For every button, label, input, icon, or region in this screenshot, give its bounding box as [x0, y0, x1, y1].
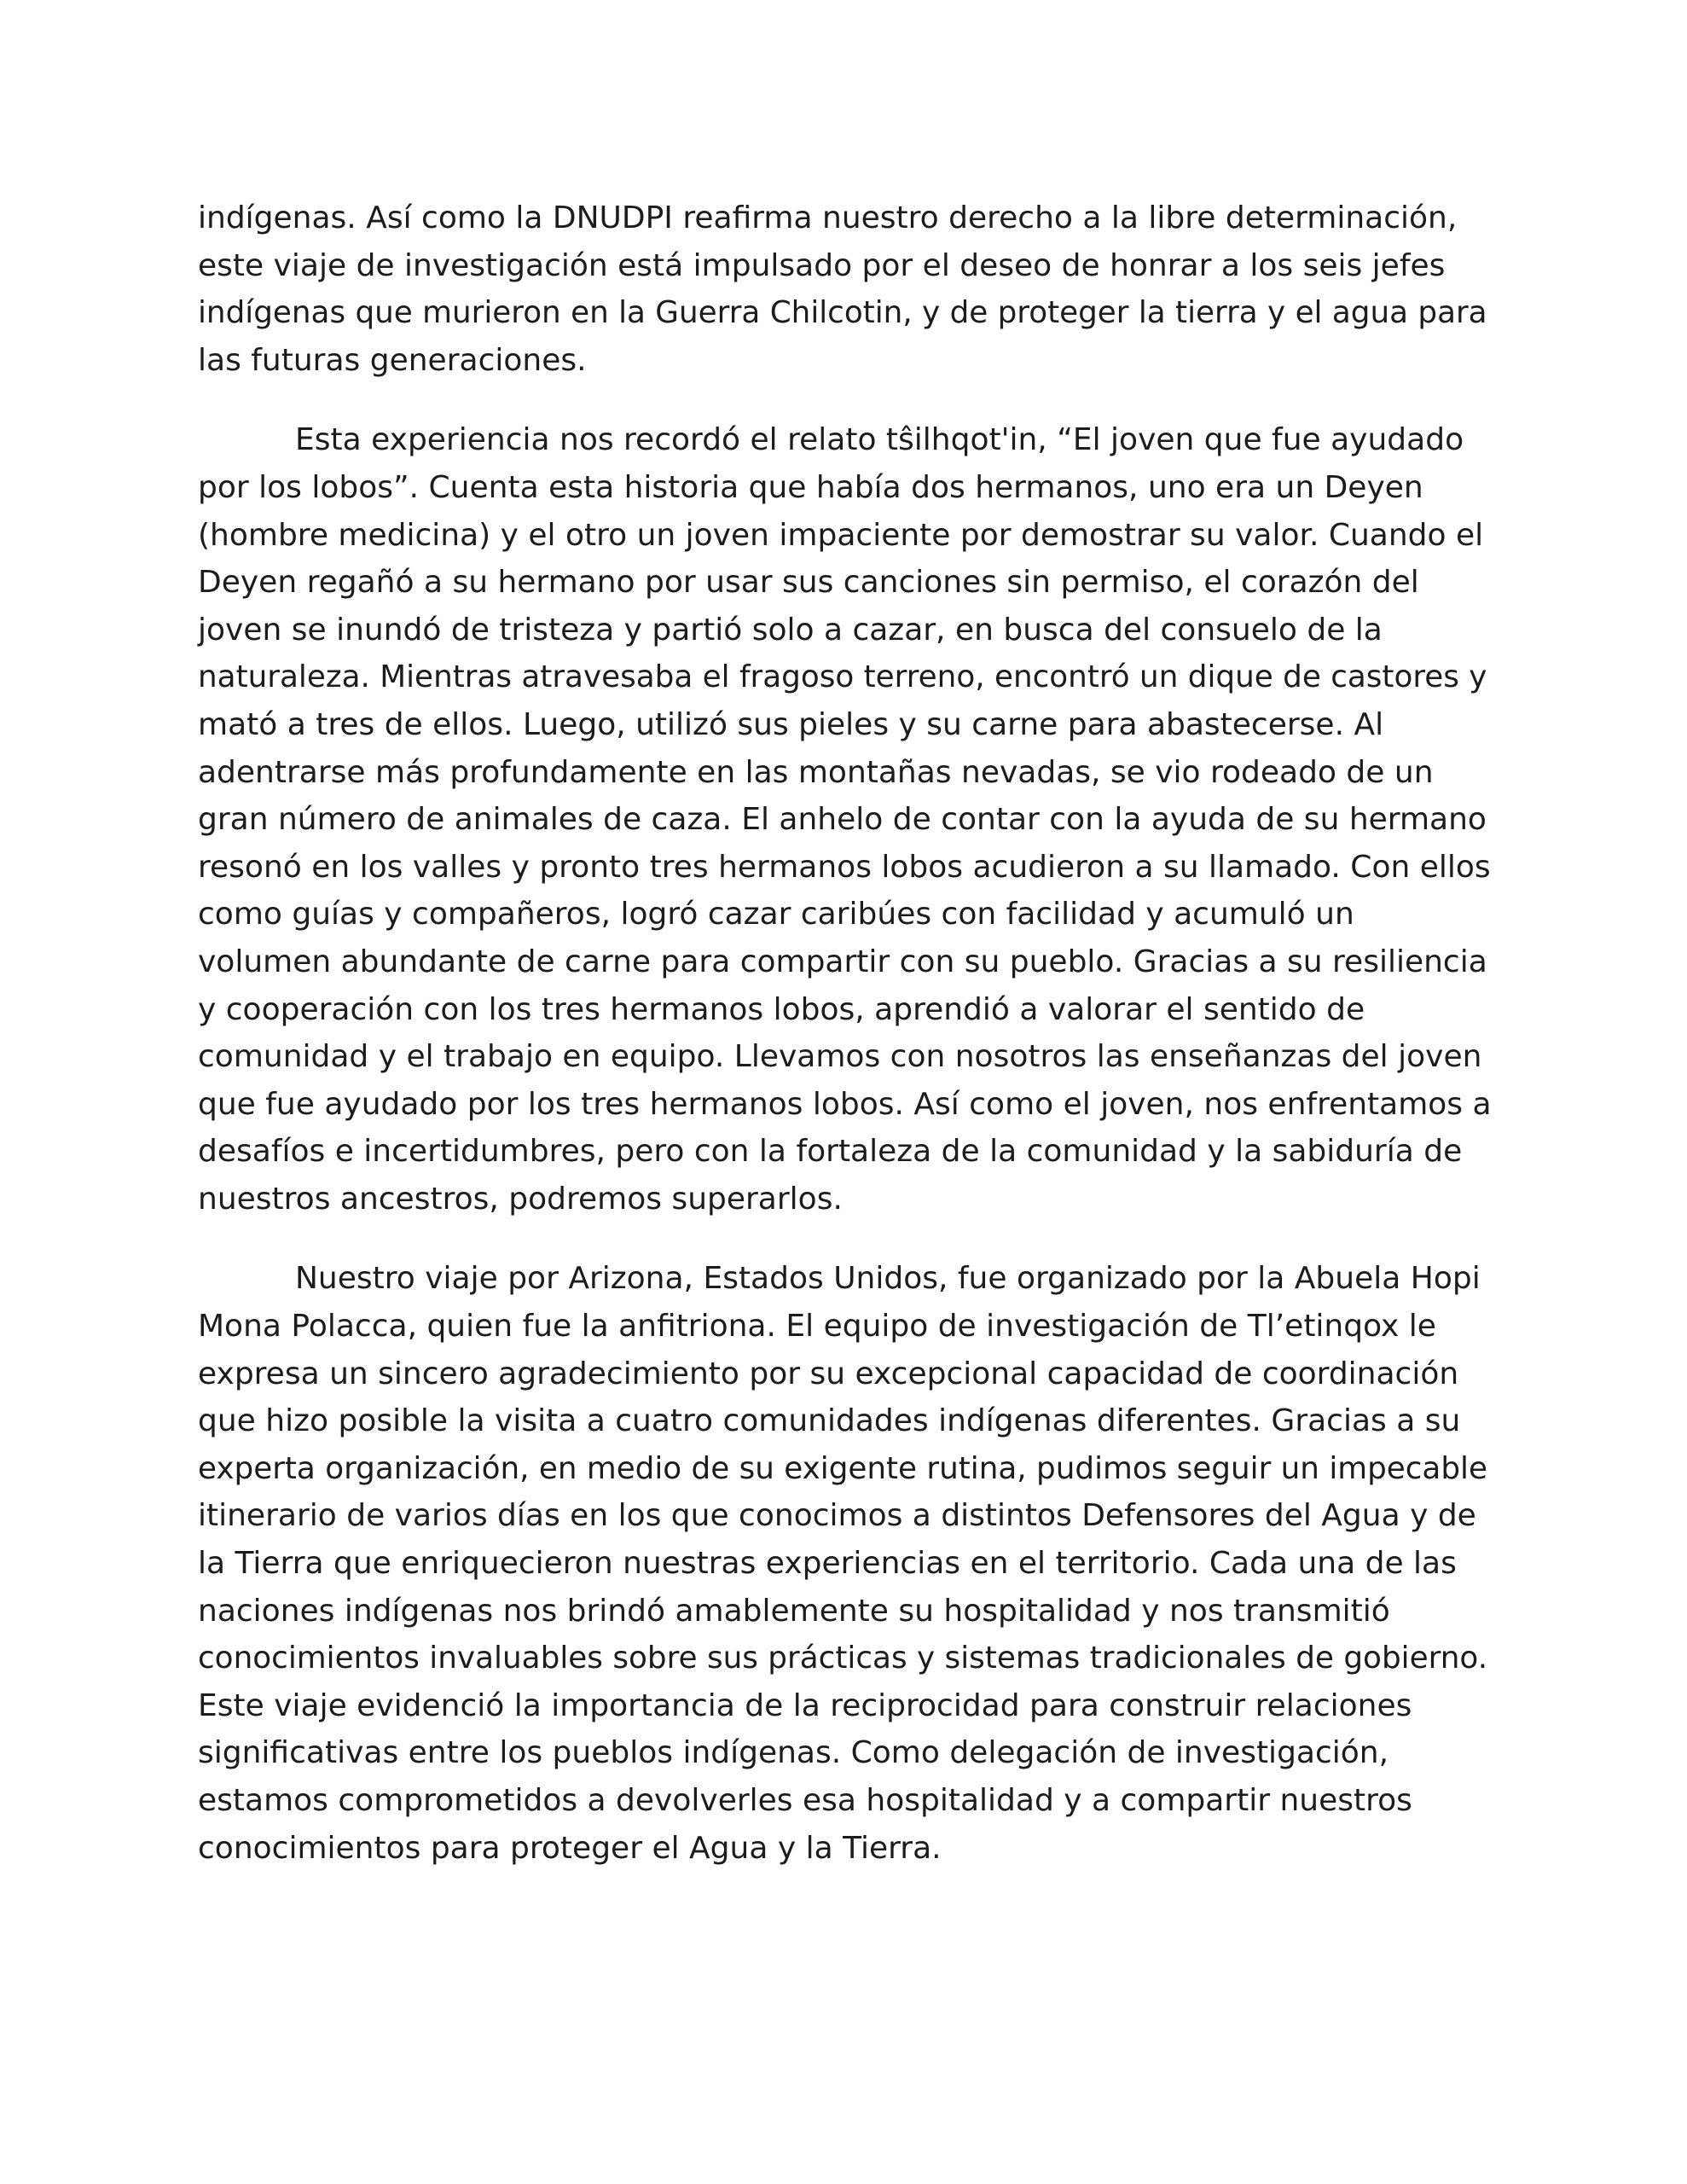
- text-line: naciones indígenas nos brindó amablemente su hospitalidad y nos transmitió: [198, 1593, 1390, 1629]
- text-line: significativas entre los pueblos indígenas. Como delegación de investigación,: [198, 1735, 1389, 1771]
- text-line: como guías y compañeros, logró cazar caribúes con facilidad y acumuló un: [198, 897, 1354, 932]
- text-line: volumen abundante de carne para compartir con su pueblo. Gracias a su resiliencia: [198, 944, 1487, 979]
- text-line: itinerario de varios días en los que conocimos a distintos Defensores del Agua y de: [198, 1498, 1476, 1534]
- text-line: resonó en los valles y pronto tres hermanos lobos acudieron a su llamado. Con ellos: [198, 849, 1491, 885]
- text-line: indígenas que murieron en la Guerra Chilcotin, y de proteger la tierra y el agua para: [198, 295, 1487, 331]
- text-line: desafíos e incertidumbres, pero con la fortaleza de la comunidad y la sabiduría de: [198, 1134, 1463, 1170]
- text-line: experta organización, en medio de su exigente rutina, pudimos seguir un impecable: [198, 1450, 1487, 1486]
- text-line: indígenas. Así como la DNUDPI reafirma nuestro derecho a la libre determinación,: [198, 200, 1458, 235]
- text-line: las futuras generaciones.: [198, 342, 587, 378]
- text-line: Este viaje evidenció la importancia de la reciprocidad para construir relaciones: [198, 1687, 1412, 1723]
- text-line: Esta experiencia nos recordó el relato tŝilhqot'in, “El joven que fue ayudado: [295, 422, 1464, 458]
- text-line: Deyen regañó a su hermano por usar sus canciones sin permiso, el corazón del: [198, 565, 1419, 601]
- paragraph-3: [198, 1255, 1494, 1872]
- text-line: joven se inundó de tristeza y partió solo a cazar, en busca del consuelo de la: [198, 612, 1383, 648]
- text-line: y cooperación con los tres hermanos lobos, aprendió a valorar el sentido de: [198, 991, 1365, 1027]
- text-line: nuestros ancestros, podremos superarlos.: [198, 1181, 843, 1217]
- text-line: adentrarse más profundamente en las montañas nevadas, se vio rodeado de un: [198, 754, 1434, 790]
- text-line: Mona Polacca, quien fue la anfitriona. El equipo de investigación de Tl’etinqox le: [198, 1309, 1436, 1345]
- text-line: conocimientos invaluables sobre sus prácticas y sistemas tradicionales de gobierno.: [198, 1641, 1488, 1676]
- text-line: naturaleza. Mientras atravesaba el fragoso terreno, encontró un dique de castores y: [198, 659, 1487, 695]
- text-line: Nuestro viaje por Arizona, Estados Unidos, fue organizado por la Abuela Hopi: [295, 1261, 1481, 1297]
- text-line: comunidad y el trabajo en equipo. Llevamos con nosotros las enseñanzas del joven: [198, 1039, 1482, 1075]
- text-line: expresa un sincero agradecimiento por su excepcional capacidad de coordinación: [198, 1356, 1459, 1391]
- text-line: gran número de animales de caza. El anhelo de contar con la ayuda de su hermano: [198, 802, 1487, 838]
- text-line: (hombre medicina) y el otro un joven impaciente por demostrar su valor. Cuando el: [198, 517, 1484, 553]
- text-line: la Tierra que enriquecieron nuestras experiencias en el territorio. Cada una de las: [198, 1546, 1457, 1582]
- text-line: por los lobos”. Cuenta esta historia que había dos hermanos, uno era un Deyen: [198, 469, 1423, 505]
- paragraph-2: [198, 416, 1494, 1223]
- text-line: mató a tres de ellos. Luego, utilizó sus pieles y su carne para abastecerse. Al: [198, 706, 1384, 742]
- paragraph-1: [198, 195, 1494, 384]
- text-line: este viaje de investigación está impulsado por el deseo de honrar a los seis jefes: [198, 247, 1446, 283]
- text-line: conocimientos para proteger el Agua y la Tierra.: [198, 1830, 942, 1866]
- text-line: que hizo posible la visita a cuatro comunidades indígenas diferentes. Gracias a su: [198, 1403, 1461, 1439]
- text-line: que fue ayudado por los tres hermanos lobos. Así como el joven, nos enfrentamos a: [198, 1086, 1492, 1122]
- text-line: estamos comprometidos a devolverles esa hospitalidad y a compartir nuestros: [198, 1783, 1412, 1818]
- body-text: [198, 195, 1494, 1904]
